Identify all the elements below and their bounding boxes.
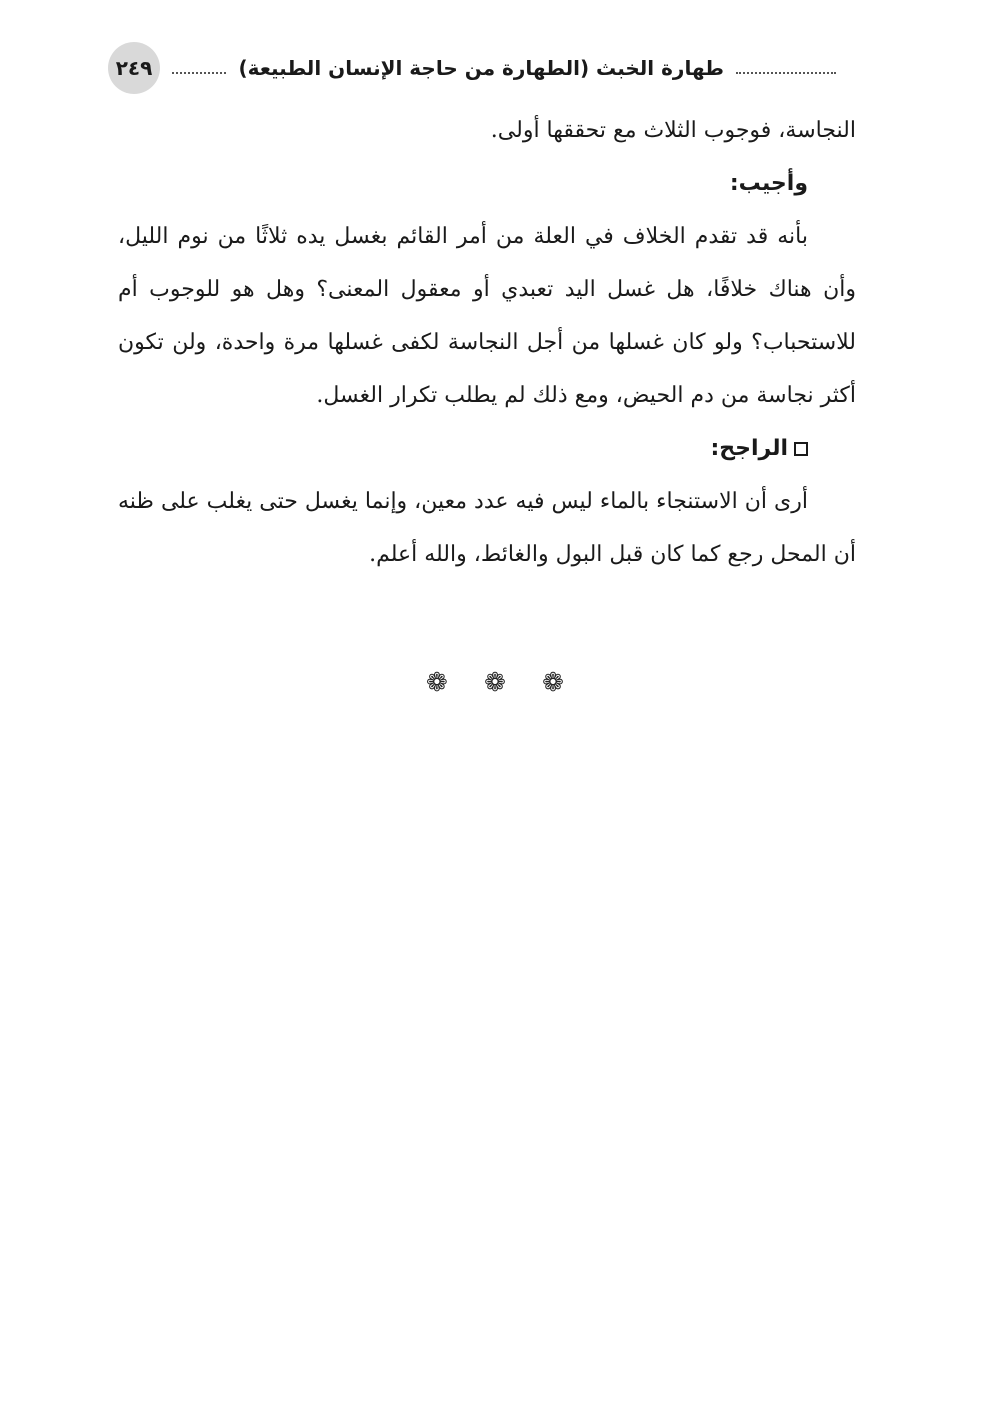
answer-heading: وأجيب:	[729, 171, 808, 196]
header-title: طهارة الخبث (الطهارة من حاجة الإنسان الطبيعة)	[238, 56, 724, 80]
answer-paragraph: بأنه قد تقدم الخلاف في العلة من أمر القائم بغسل يده ثلاثًا من نوم الليل، وأن هناك خلافًا، هل غسل اليد تعبدي أو معقول المعنى؟ وهل هو للوجوب أم للاستحباب؟ ولو كان غسلها من أجل النجاسة لكفى غسلها مرة واحدة، ولن تكون أكثر نجاسة من دم الحيض، ومع ذلك لم يطلب تكرار الغسل.	[118, 224, 856, 408]
header-dotted-leader	[736, 72, 836, 74]
header-dotted-leader	[172, 72, 226, 74]
page-body	[118, 104, 856, 581]
preferred-paragraph: أرى أن الاستنجاء بالماء ليس فيه عدد معين، وإنما يغسل حتى يغلب على ظنه أن المحل رجع كما كان قبل البول والغائط، والله أعلم.	[118, 489, 856, 567]
preferred-heading-row	[118, 422, 856, 475]
preferred-heading: الراجح:	[710, 436, 788, 461]
page-number: ٢٤٩	[108, 42, 160, 94]
checkbox-icon	[794, 442, 808, 456]
paragraph-continuation: النجاسة، فوجوب الثلاث مع تحققها أولى.	[490, 118, 856, 143]
section-end-ornament: ❁ ❁ ❁	[426, 668, 578, 698]
running-header	[108, 42, 848, 94]
